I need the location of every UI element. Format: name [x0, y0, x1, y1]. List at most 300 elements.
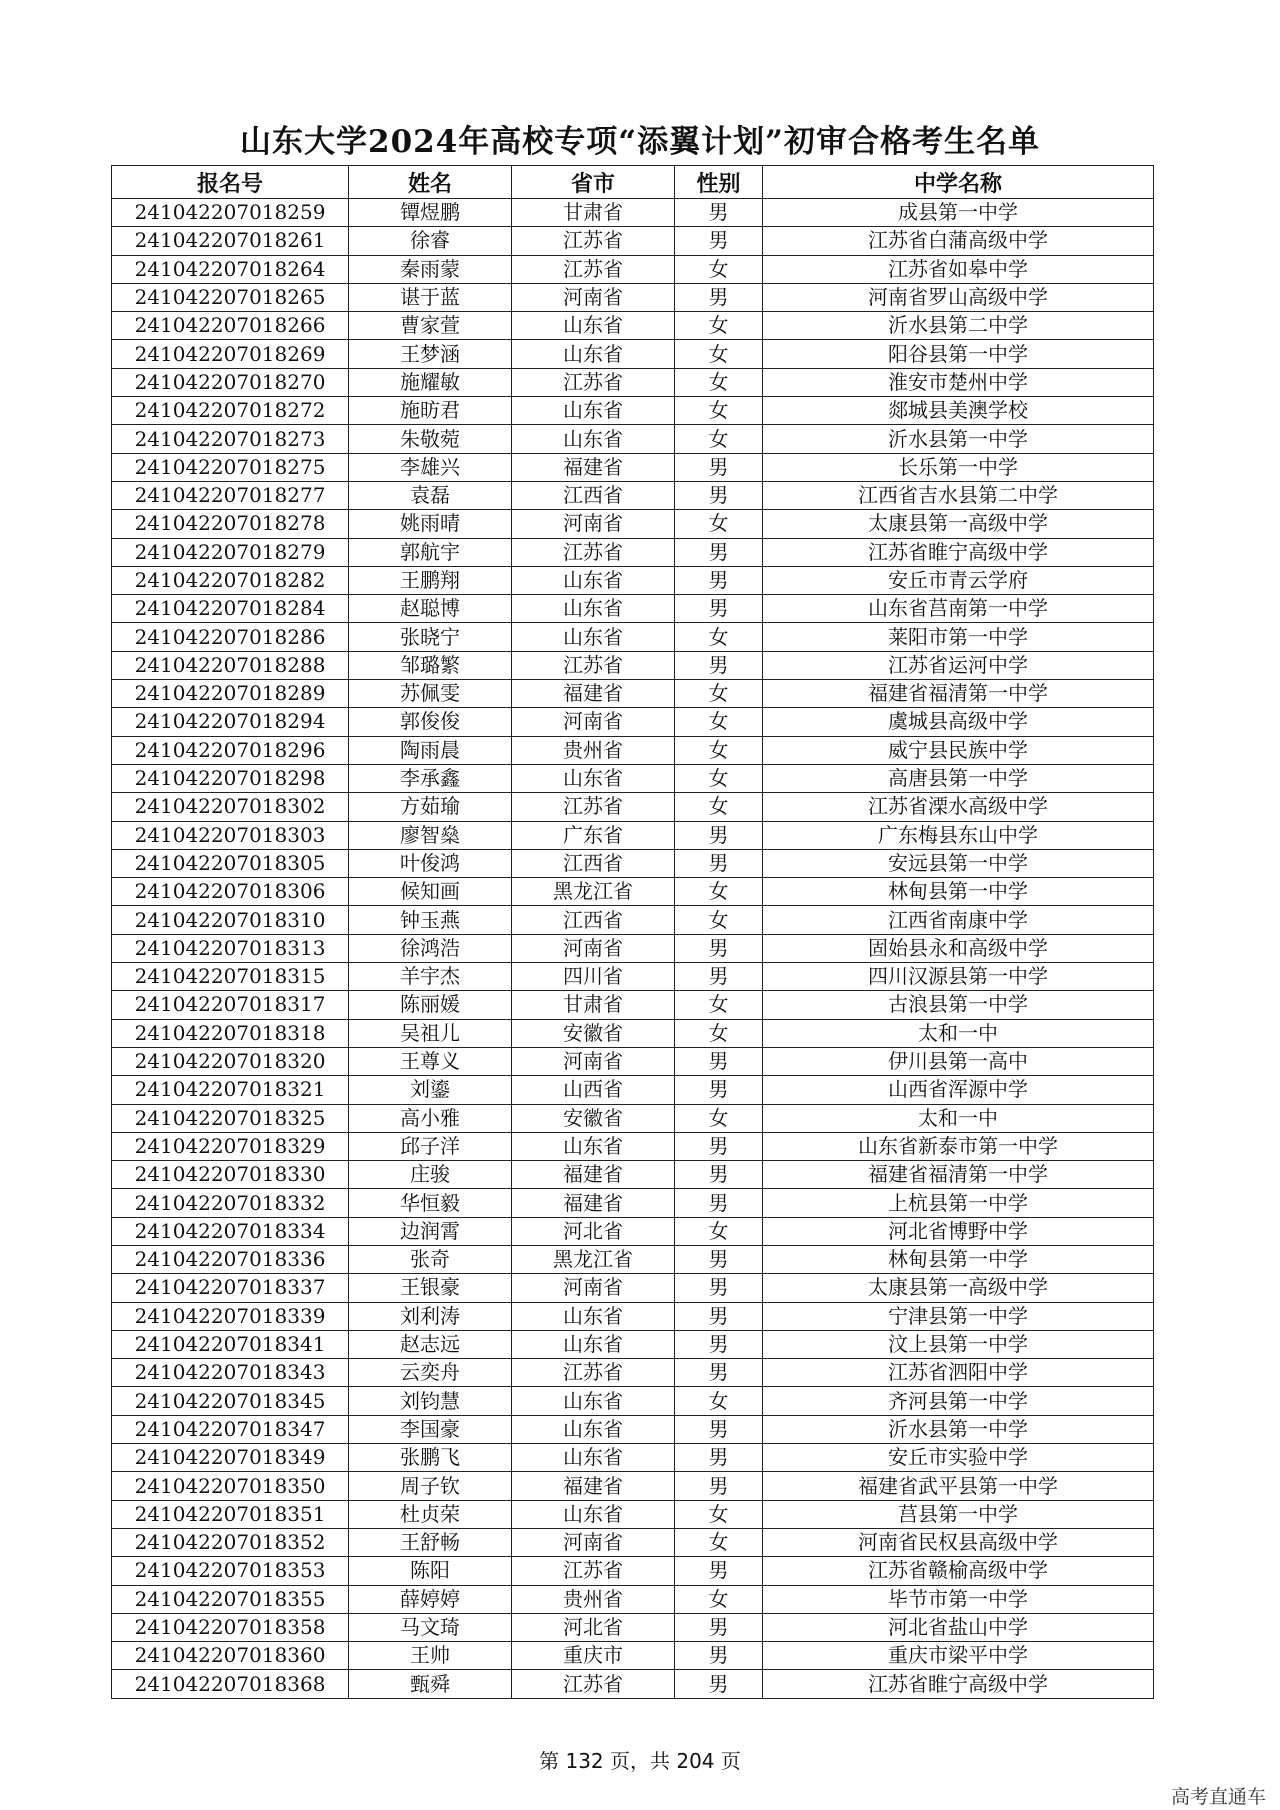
cell-registration-id: 241042207018352 [112, 1528, 349, 1556]
cell-registration-id: 241042207018334 [112, 1217, 349, 1245]
cell-registration-id: 241042207018337 [112, 1274, 349, 1302]
cell-school: 固始县永和高级中学 [763, 934, 1154, 962]
cell-registration-id: 241042207018351 [112, 1500, 349, 1528]
column-header-gender: 性别 [675, 166, 763, 199]
cell-province: 山东省 [512, 397, 675, 425]
cell-province: 河南省 [512, 1528, 675, 1556]
cell-name: 王尊义 [349, 1047, 512, 1075]
table-row [112, 397, 1154, 425]
cell-gender: 男 [675, 1642, 763, 1670]
cell-name: 李承鑫 [349, 764, 512, 792]
table-row [112, 1161, 1154, 1189]
cell-province: 广东省 [512, 821, 675, 849]
cell-name: 高小雅 [349, 1104, 512, 1132]
column-header-name: 姓名 [349, 166, 512, 199]
cell-registration-id: 241042207018279 [112, 538, 349, 566]
cell-province: 山东省 [512, 1302, 675, 1330]
cell-registration-id: 241042207018345 [112, 1387, 349, 1415]
table-row [112, 1132, 1154, 1160]
cell-name: 苏佩雯 [349, 680, 512, 708]
cell-name: 郭航宇 [349, 538, 512, 566]
cell-gender: 女 [675, 312, 763, 340]
table-row [112, 453, 1154, 481]
cell-school: 江苏省睢宁高级中学 [763, 1670, 1154, 1698]
cell-gender: 女 [675, 1500, 763, 1528]
cell-registration-id: 241042207018296 [112, 736, 349, 764]
cell-province: 江苏省 [512, 1359, 675, 1387]
cell-gender: 男 [675, 1161, 763, 1189]
watermark: 高考直通车 [1170, 1786, 1266, 1808]
cell-school: 福建省福清第一中学 [763, 1161, 1154, 1189]
cell-school: 福建省武平县第一中学 [763, 1472, 1154, 1500]
cell-province: 山东省 [512, 1415, 675, 1443]
table-row [112, 340, 1154, 368]
table-row [112, 1330, 1154, 1358]
cell-school: 林甸县第一中学 [763, 878, 1154, 906]
cell-registration-id: 241042207018336 [112, 1245, 349, 1273]
cell-registration-id: 241042207018286 [112, 623, 349, 651]
cell-gender: 男 [675, 566, 763, 594]
table-row [112, 736, 1154, 764]
cell-name: 镡煜鹏 [349, 199, 512, 227]
cell-school: 江西省南康中学 [763, 906, 1154, 934]
table-row [112, 963, 1154, 991]
cell-province: 江苏省 [512, 651, 675, 679]
cell-name: 吴祖儿 [349, 1019, 512, 1047]
cell-name: 马文琦 [349, 1613, 512, 1641]
cell-name: 张晓宁 [349, 623, 512, 651]
cell-name: 袁磊 [349, 481, 512, 509]
cell-registration-id: 241042207018294 [112, 708, 349, 736]
cell-province: 山东省 [512, 566, 675, 594]
table-row [112, 849, 1154, 877]
table-row [112, 708, 1154, 736]
cell-school: 江苏省泗阳中学 [763, 1359, 1154, 1387]
cell-gender: 女 [675, 1387, 763, 1415]
cell-province: 河北省 [512, 1217, 675, 1245]
cell-name: 甄舜 [349, 1670, 512, 1698]
cell-province: 江西省 [512, 481, 675, 509]
cell-registration-id: 241042207018320 [112, 1047, 349, 1075]
cell-province: 山东省 [512, 312, 675, 340]
cell-name: 方茹瑜 [349, 793, 512, 821]
table-row [112, 538, 1154, 566]
cell-gender: 女 [675, 397, 763, 425]
table-header-row [112, 166, 1154, 199]
cell-school: 山东省莒南第一中学 [763, 595, 1154, 623]
table-row [112, 1217, 1154, 1245]
cell-gender: 男 [675, 1330, 763, 1358]
cell-gender: 男 [675, 1245, 763, 1273]
table-row [112, 312, 1154, 340]
cell-province: 福建省 [512, 680, 675, 708]
cell-name: 赵志远 [349, 1330, 512, 1358]
table-row [112, 793, 1154, 821]
cell-school: 太康县第一高级中学 [763, 1274, 1154, 1302]
table-row [112, 1528, 1154, 1556]
cell-gender: 男 [675, 849, 763, 877]
cell-province: 山东省 [512, 1387, 675, 1415]
cell-province: 江苏省 [512, 793, 675, 821]
cell-school: 齐河县第一中学 [763, 1387, 1154, 1415]
cell-school: 江苏省溧水高级中学 [763, 793, 1154, 821]
cell-registration-id: 241042207018275 [112, 453, 349, 481]
cell-school: 汶上县第一中学 [763, 1330, 1154, 1358]
table-row [112, 1670, 1154, 1698]
column-header-registration-id: 报名号 [112, 166, 349, 199]
cell-name: 秦雨蒙 [349, 255, 512, 283]
cell-gender: 男 [675, 538, 763, 566]
cell-name: 周子钦 [349, 1472, 512, 1500]
cell-school: 安丘市青云学府 [763, 566, 1154, 594]
cell-province: 山东省 [512, 1500, 675, 1528]
cell-school: 沂水县第一中学 [763, 425, 1154, 453]
cell-gender: 女 [675, 680, 763, 708]
cell-school: 郯城县美澳学校 [763, 397, 1154, 425]
cell-school: 江苏省赣榆高级中学 [763, 1557, 1154, 1585]
table-row [112, 1444, 1154, 1472]
table-row [112, 821, 1154, 849]
cell-school: 长乐第一中学 [763, 453, 1154, 481]
cell-gender: 男 [675, 651, 763, 679]
cell-registration-id: 241042207018310 [112, 906, 349, 934]
cell-name: 华恒毅 [349, 1189, 512, 1217]
cell-registration-id: 241042207018284 [112, 595, 349, 623]
cell-province: 河南省 [512, 708, 675, 736]
cell-province: 山东省 [512, 1444, 675, 1472]
cell-name: 曹家萱 [349, 312, 512, 340]
table-row [112, 1387, 1154, 1415]
cell-gender: 女 [675, 425, 763, 453]
cell-registration-id: 241042207018317 [112, 991, 349, 1019]
table-row [112, 1613, 1154, 1641]
cell-school: 太和一中 [763, 1104, 1154, 1132]
cell-school: 江苏省如皋中学 [763, 255, 1154, 283]
table-row [112, 255, 1154, 283]
cell-name: 钟玉燕 [349, 906, 512, 934]
cell-school: 林甸县第一中学 [763, 1245, 1154, 1273]
cell-gender: 男 [675, 963, 763, 991]
cell-registration-id: 241042207018339 [112, 1302, 349, 1330]
cell-registration-id: 241042207018325 [112, 1104, 349, 1132]
cell-registration-id: 241042207018306 [112, 878, 349, 906]
table-row [112, 1302, 1154, 1330]
cell-registration-id: 241042207018273 [112, 425, 349, 453]
table-row [112, 1189, 1154, 1217]
cell-name: 徐鸿浩 [349, 934, 512, 962]
table-row [112, 1047, 1154, 1075]
cell-name: 杜贞荣 [349, 1500, 512, 1528]
cell-gender: 男 [675, 453, 763, 481]
cell-school: 伊川县第一高中 [763, 1047, 1154, 1075]
cell-registration-id: 241042207018265 [112, 283, 349, 311]
cell-gender: 男 [675, 1076, 763, 1104]
cell-province: 江苏省 [512, 1670, 675, 1698]
cell-school: 宁津县第一中学 [763, 1302, 1154, 1330]
page-footer: 第 132 页，共 204 页 [539, 1749, 741, 1773]
table-row [112, 510, 1154, 538]
cell-gender: 女 [675, 340, 763, 368]
cell-name: 叶俊鸿 [349, 849, 512, 877]
table-row [112, 934, 1154, 962]
table-row [112, 1557, 1154, 1585]
cell-registration-id: 241042207018272 [112, 397, 349, 425]
cell-name: 谌于蓝 [349, 283, 512, 311]
cell-school: 广东梅县东山中学 [763, 821, 1154, 849]
cell-name: 廖智燊 [349, 821, 512, 849]
cell-gender: 男 [675, 227, 763, 255]
cell-province: 重庆市 [512, 1642, 675, 1670]
cell-registration-id: 241042207018269 [112, 340, 349, 368]
cell-school: 高唐县第一中学 [763, 764, 1154, 792]
cell-gender: 女 [675, 255, 763, 283]
cell-gender: 女 [675, 764, 763, 792]
cell-gender: 男 [675, 1132, 763, 1160]
cell-registration-id: 241042207018264 [112, 255, 349, 283]
cell-province: 江苏省 [512, 255, 675, 283]
table-row [112, 368, 1154, 396]
cell-school: 山东省新泰市第一中学 [763, 1132, 1154, 1160]
cell-gender: 男 [675, 1472, 763, 1500]
cell-registration-id: 241042207018360 [112, 1642, 349, 1670]
cell-province: 甘肃省 [512, 991, 675, 1019]
table-row [112, 1500, 1154, 1528]
cell-province: 河北省 [512, 1613, 675, 1641]
table-row [112, 425, 1154, 453]
cell-registration-id: 241042207018289 [112, 680, 349, 708]
cell-name: 王鹏翔 [349, 566, 512, 594]
cell-registration-id: 241042207018353 [112, 1557, 349, 1585]
cell-province: 山东省 [512, 764, 675, 792]
cell-name: 陈丽媛 [349, 991, 512, 1019]
cell-gender: 男 [675, 1359, 763, 1387]
cell-province: 河南省 [512, 1047, 675, 1075]
cell-name: 庄骏 [349, 1161, 512, 1189]
cell-school: 江西省吉水县第二中学 [763, 481, 1154, 509]
cell-province: 四川省 [512, 963, 675, 991]
table-row [112, 595, 1154, 623]
table-row [112, 1585, 1154, 1613]
cell-registration-id: 241042207018278 [112, 510, 349, 538]
cell-school: 成县第一中学 [763, 199, 1154, 227]
cell-registration-id: 241042207018315 [112, 963, 349, 991]
cell-province: 福建省 [512, 1189, 675, 1217]
cell-gender: 女 [675, 368, 763, 396]
cell-province: 黑龙江省 [512, 1245, 675, 1273]
cell-school: 河北省博野中学 [763, 1217, 1154, 1245]
cell-registration-id: 241042207018330 [112, 1161, 349, 1189]
cell-name: 边润霄 [349, 1217, 512, 1245]
cell-province: 安徽省 [512, 1019, 675, 1047]
table-row [112, 991, 1154, 1019]
cell-school: 威宁县民族中学 [763, 736, 1154, 764]
cell-gender: 男 [675, 1444, 763, 1472]
cell-school: 太康县第一高级中学 [763, 510, 1154, 538]
cell-gender: 女 [675, 906, 763, 934]
table-row [112, 1076, 1154, 1104]
cell-gender: 男 [675, 1613, 763, 1641]
cell-name: 李国豪 [349, 1415, 512, 1443]
cell-name: 薛婷婷 [349, 1585, 512, 1613]
cell-school: 安丘市实验中学 [763, 1444, 1154, 1472]
cell-registration-id: 241042207018329 [112, 1132, 349, 1160]
table-row [112, 1415, 1154, 1443]
cell-name: 徐睿 [349, 227, 512, 255]
cell-registration-id: 241042207018343 [112, 1359, 349, 1387]
cell-gender: 女 [675, 991, 763, 1019]
cell-school: 阳谷县第一中学 [763, 340, 1154, 368]
cell-school: 江苏省睢宁高级中学 [763, 538, 1154, 566]
table-row [112, 481, 1154, 509]
cell-school: 太和一中 [763, 1019, 1154, 1047]
cell-registration-id: 241042207018318 [112, 1019, 349, 1047]
column-header-province: 省市 [512, 166, 675, 199]
cell-name: 刘利涛 [349, 1302, 512, 1330]
cell-gender: 男 [675, 283, 763, 311]
cell-registration-id: 241042207018349 [112, 1444, 349, 1472]
cell-name: 羊宇杰 [349, 963, 512, 991]
cell-name: 刘钧慧 [349, 1387, 512, 1415]
cell-school: 河南省罗山高级中学 [763, 283, 1154, 311]
cell-name: 施耀敏 [349, 368, 512, 396]
cell-gender: 女 [675, 736, 763, 764]
cell-school: 河北省盐山中学 [763, 1613, 1154, 1641]
cell-province: 江苏省 [512, 227, 675, 255]
table-row [112, 1642, 1154, 1670]
cell-gender: 女 [675, 1585, 763, 1613]
cell-gender: 男 [675, 1670, 763, 1698]
cell-province: 山东省 [512, 1132, 675, 1160]
cell-province: 河南省 [512, 1274, 675, 1302]
cell-province: 山东省 [512, 1330, 675, 1358]
table-row [112, 1245, 1154, 1273]
cell-name: 施昉君 [349, 397, 512, 425]
cell-gender: 女 [675, 510, 763, 538]
cell-gender: 女 [675, 1104, 763, 1132]
cell-province: 江苏省 [512, 368, 675, 396]
cell-school: 莱阳市第一中学 [763, 623, 1154, 651]
cell-registration-id: 241042207018277 [112, 481, 349, 509]
cell-name: 陶雨晨 [349, 736, 512, 764]
cell-school: 沂水县第一中学 [763, 1415, 1154, 1443]
roster-table [111, 165, 1154, 1699]
cell-name: 张鹏飞 [349, 1444, 512, 1472]
cell-registration-id: 241042207018341 [112, 1330, 349, 1358]
table-row [112, 1019, 1154, 1047]
cell-province: 甘肃省 [512, 199, 675, 227]
cell-registration-id: 241042207018368 [112, 1670, 349, 1698]
cell-province: 江西省 [512, 906, 675, 934]
cell-school: 虞城县高级中学 [763, 708, 1154, 736]
cell-registration-id: 241042207018298 [112, 764, 349, 792]
cell-registration-id: 241042207018358 [112, 1613, 349, 1641]
cell-province: 江苏省 [512, 1557, 675, 1585]
table-row [112, 227, 1154, 255]
cell-gender: 男 [675, 595, 763, 623]
cell-name: 张奇 [349, 1245, 512, 1273]
cell-school: 上杭县第一中学 [763, 1189, 1154, 1217]
cell-school: 四川汉源县第一中学 [763, 963, 1154, 991]
cell-school: 沂水县第二中学 [763, 312, 1154, 340]
cell-registration-id: 241042207018259 [112, 199, 349, 227]
cell-registration-id: 241042207018321 [112, 1076, 349, 1104]
cell-gender: 女 [675, 708, 763, 736]
cell-registration-id: 241042207018313 [112, 934, 349, 962]
cell-province: 福建省 [512, 1472, 675, 1500]
cell-name: 朱敬菀 [349, 425, 512, 453]
cell-name: 候知画 [349, 878, 512, 906]
cell-school: 江苏省运河中学 [763, 651, 1154, 679]
cell-name: 邹璐繁 [349, 651, 512, 679]
table-row [112, 764, 1154, 792]
cell-province: 山东省 [512, 340, 675, 368]
cell-school: 淮安市楚州中学 [763, 368, 1154, 396]
cell-name: 王银豪 [349, 1274, 512, 1302]
cell-province: 河南省 [512, 934, 675, 962]
cell-province: 山东省 [512, 623, 675, 651]
cell-gender: 男 [675, 934, 763, 962]
cell-name: 王梦涵 [349, 340, 512, 368]
cell-gender: 女 [675, 793, 763, 821]
cell-province: 河南省 [512, 283, 675, 311]
table-row [112, 1472, 1154, 1500]
cell-gender: 女 [675, 878, 763, 906]
cell-registration-id: 241042207018303 [112, 821, 349, 849]
cell-gender: 女 [675, 1019, 763, 1047]
cell-registration-id: 241042207018305 [112, 849, 349, 877]
table-row [112, 651, 1154, 679]
column-header-school: 中学名称 [763, 166, 1154, 199]
cell-name: 郭俊俊 [349, 708, 512, 736]
cell-gender: 女 [675, 623, 763, 651]
cell-school: 重庆市梁平中学 [763, 1642, 1154, 1670]
table-row [112, 566, 1154, 594]
cell-school: 山西省浑源中学 [763, 1076, 1154, 1104]
cell-name: 李雄兴 [349, 453, 512, 481]
cell-province: 贵州省 [512, 1585, 675, 1613]
cell-province: 河南省 [512, 510, 675, 538]
table-row [112, 680, 1154, 708]
cell-registration-id: 241042207018355 [112, 1585, 349, 1613]
cell-gender: 男 [675, 1047, 763, 1075]
cell-registration-id: 241042207018302 [112, 793, 349, 821]
cell-school: 莒县第一中学 [763, 1500, 1154, 1528]
cell-province: 安徽省 [512, 1104, 675, 1132]
cell-school: 河南省民权县高级中学 [763, 1528, 1154, 1556]
cell-gender: 男 [675, 1189, 763, 1217]
cell-name: 赵聪博 [349, 595, 512, 623]
cell-gender: 男 [675, 199, 763, 227]
cell-name: 刘鎏 [349, 1076, 512, 1104]
cell-gender: 女 [675, 1217, 763, 1245]
cell-gender: 男 [675, 1557, 763, 1585]
cell-school: 古浪县第一中学 [763, 991, 1154, 1019]
cell-registration-id: 241042207018347 [112, 1415, 349, 1443]
table-row [112, 1274, 1154, 1302]
cell-gender: 男 [675, 1302, 763, 1330]
cell-province: 江苏省 [512, 538, 675, 566]
table-row [112, 906, 1154, 934]
table-row [112, 623, 1154, 651]
cell-registration-id: 241042207018270 [112, 368, 349, 396]
table-row [112, 283, 1154, 311]
cell-name: 陈阳 [349, 1557, 512, 1585]
cell-name: 邱子洋 [349, 1132, 512, 1160]
cell-province: 山西省 [512, 1076, 675, 1104]
document-title: 山东大学2024年高校专项“添翼计划”初审合格考生名单 [240, 124, 1040, 160]
cell-name: 王舒畅 [349, 1528, 512, 1556]
cell-name: 姚雨晴 [349, 510, 512, 538]
